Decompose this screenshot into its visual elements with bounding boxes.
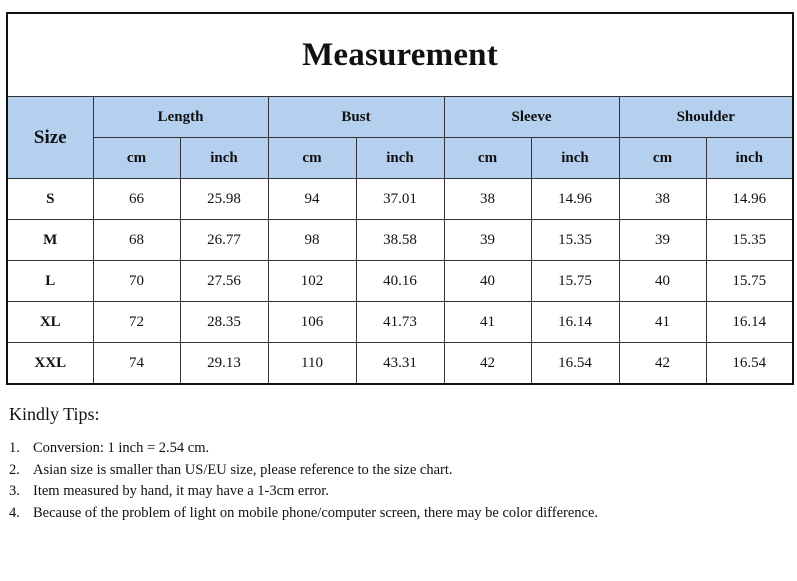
list-item <box>9 438 609 460</box>
size-label: XXL <box>7 343 93 385</box>
tip-text: Because of the problem of light on mobile phone/computer screen, there may be color difference. <box>33 504 599 521</box>
tip-number: 4. <box>9 504 20 521</box>
tip-text: Item measured by hand, it may have a 1-3cm error. <box>33 483 329 499</box>
table-cell: 42 <box>444 343 531 385</box>
table-cell: 15.75 <box>706 261 793 302</box>
tip-number: 2. <box>9 461 20 478</box>
bust-header: Bust <box>268 97 444 138</box>
table-cell: 98 <box>268 220 356 261</box>
table-cell: 39 <box>444 220 531 261</box>
table-row <box>7 179 793 220</box>
unit-header: cm <box>444 138 531 179</box>
size-label: L <box>7 261 93 302</box>
table-cell: 94 <box>268 179 356 220</box>
table-cell: 39 <box>619 220 706 261</box>
list-item <box>9 503 609 525</box>
tip-number: 1. <box>9 440 20 456</box>
unit-header: inch <box>180 138 268 179</box>
unit-header: cm <box>619 138 706 179</box>
table-cell: 15.35 <box>531 220 619 261</box>
size-column-header: Size <box>7 97 93 179</box>
table-cell: 38 <box>444 179 531 220</box>
unit-header: cm <box>93 138 180 179</box>
list-item <box>9 481 609 503</box>
unit-header: cm <box>268 138 356 179</box>
table-cell: 40 <box>444 261 531 302</box>
table-row <box>7 302 793 343</box>
table-cell: 41.73 <box>356 302 444 343</box>
tips-list <box>9 438 609 524</box>
table-cell: 41 <box>444 302 531 343</box>
tips-title: Kindly Tips: <box>9 404 100 424</box>
table-cell: 72 <box>93 302 180 343</box>
table-cell: 37.01 <box>356 179 444 220</box>
table-cell: 102 <box>268 261 356 302</box>
length-header: Length <box>93 97 268 138</box>
table-cell: 40 <box>619 261 706 302</box>
kindly-tips <box>9 404 609 524</box>
table-cell: 16.14 <box>531 302 619 343</box>
table-cell: 25.98 <box>180 179 268 220</box>
table-cell: 27.56 <box>180 261 268 302</box>
table-cell: 28.35 <box>180 302 268 343</box>
table-title: Measurement <box>7 13 793 97</box>
size-table <box>6 12 794 385</box>
table-cell: 66 <box>93 179 180 220</box>
table-cell: 16.54 <box>706 343 793 385</box>
table-cell: 14.96 <box>706 179 793 220</box>
table-cell: 38.58 <box>356 220 444 261</box>
size-label: M <box>7 220 93 261</box>
table-cell: 41 <box>619 302 706 343</box>
tip-text: Conversion: 1 inch = 2.54 cm. <box>33 440 210 456</box>
size-label: XL <box>7 302 93 343</box>
table-cell: 38 <box>619 179 706 220</box>
table-cell: 70 <box>93 261 180 302</box>
table-row <box>7 220 793 261</box>
unit-header: inch <box>356 138 444 179</box>
table-cell: 42 <box>619 343 706 385</box>
shoulder-header: Shoulder <box>619 97 793 138</box>
table-row <box>7 343 793 385</box>
table-cell: 15.35 <box>706 220 793 261</box>
table-cell: 40.16 <box>356 261 444 302</box>
table-cell: 110 <box>268 343 356 385</box>
sleeve-header: Sleeve <box>444 97 619 138</box>
tip-text: Asian size is smaller than US/EU size, please reference to the size chart. <box>33 461 453 478</box>
size-label: S <box>7 179 93 220</box>
table-cell: 16.54 <box>531 343 619 385</box>
table-cell: 26.77 <box>180 220 268 261</box>
table-cell: 29.13 <box>180 343 268 385</box>
table-cell: 15.75 <box>531 261 619 302</box>
table-row <box>7 261 793 302</box>
unit-header: inch <box>706 138 793 179</box>
size-chart <box>6 12 792 385</box>
tip-number: 3. <box>9 483 20 499</box>
table-cell: 14.96 <box>531 179 619 220</box>
unit-header: inch <box>531 138 619 179</box>
table-cell: 16.14 <box>706 302 793 343</box>
table-cell: 43.31 <box>356 343 444 385</box>
table-cell: 106 <box>268 302 356 343</box>
table-cell: 74 <box>93 343 180 385</box>
list-item <box>9 460 609 482</box>
table-cell: 68 <box>93 220 180 261</box>
